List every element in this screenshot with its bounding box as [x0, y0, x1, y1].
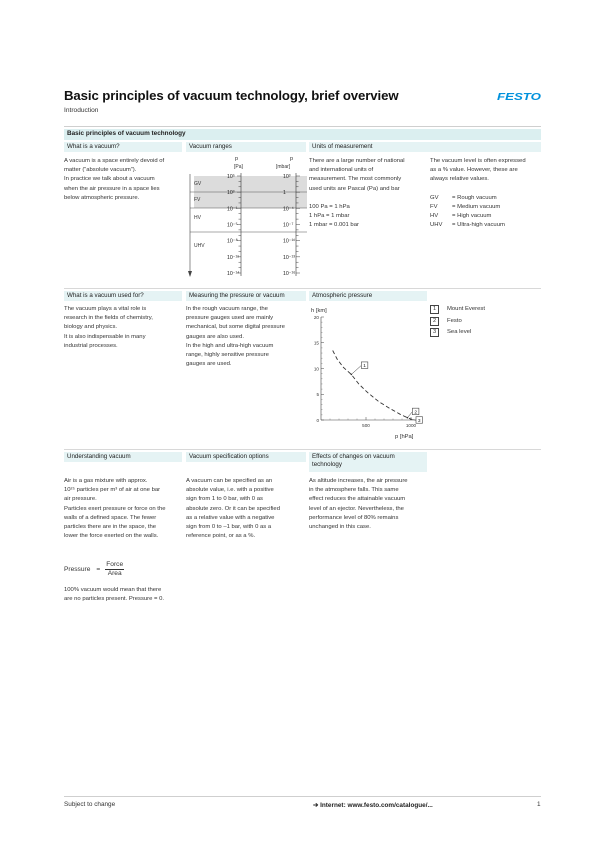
scale-tick-label: 10³: [227, 190, 235, 197]
header-understanding: Understanding vacuum: [64, 452, 182, 462]
header-vacuum-used-for: What is a vacuum used for?: [64, 291, 182, 301]
marker-leader: [351, 365, 361, 374]
legend-item: 1 Mount Everest: [430, 304, 540, 316]
title-rule: [64, 126, 541, 127]
legend-item: 2 Festo: [430, 316, 540, 328]
header-vacuum-ranges: Vacuum ranges: [186, 142, 306, 152]
festo-logo: [497, 91, 541, 101]
understanding-text: Air is a gas mixture with approx. 10²⁵ particles per m³ of air at one bar air pressure. Particles exert pressure or force on the walls of a defined space. The fewer particles there are in the space, the lower the force exerted on the walls.: [64, 478, 166, 540]
header-what-is-vacuum: What is a vacuum?: [64, 142, 182, 152]
range-label-uhv: UHV: [194, 243, 205, 249]
footer-subject-to-change: Subject to change: [64, 801, 116, 808]
header-spec-options: Vacuum specification options: [186, 452, 306, 462]
header-atmospheric: Atmospheric pressure: [309, 291, 427, 301]
y-tick-label: 5: [316, 392, 319, 398]
legend-item: 3 Sea level: [430, 327, 540, 339]
atmospheric-pressure-chart: [309, 303, 427, 443]
vacuum-level-text: The vacuum level is often expressed as a % value. However, these are always relative values. GV = Rough vacuum FV = Medium vacuum HV = High vacuum UHV = Ultra-high vacuum: [430, 157, 542, 230]
conversion-row: 1 hPa = 1 mbar: [309, 213, 350, 220]
range-label-gv: GV: [194, 181, 202, 187]
range-label-hv: HV: [194, 215, 201, 221]
vacuum-ranges-diagram: [186, 152, 308, 282]
section-title: Basic principles of vacuum technology: [67, 130, 186, 137]
x-tick-label: 1000: [405, 423, 417, 428]
vacuum-used-for-text: The vacuum plays a vital role is research in the fields of chemistry, biology and physics. It is also indispensable in many industrial processes.: [64, 306, 153, 349]
scale-tick-label: 10⁻⁴: [283, 206, 294, 213]
abbreviation-row: FV = Medium vacuum: [430, 203, 501, 210]
page-subtitle: Introduction: [64, 107, 99, 114]
y-axis-label: h [km]: [311, 308, 327, 314]
scale-tick-label: 10⁻¹⁰: [283, 238, 296, 245]
x-axis-label: p [hPa]: [395, 434, 414, 440]
abbreviation-row: UHV = Ultra-high vacuum: [430, 222, 505, 229]
pressure-formula: Pressure = $\frac{\text{Force}}{\text{Area}}$: [64, 561, 124, 577]
scale-tick-label: 1: [283, 190, 286, 197]
effects-text: As altitude increases, the air pressure in the atmosphere falls. This same effect reduces the attainable vacuum level of an ejector. Nevertheless, the performance level of 80% remains unchanged in this case.: [309, 478, 408, 531]
page-title: Basic principles of vacuum technology, brief overview: [64, 88, 399, 103]
conversion-row: 100 Pa = 1 hPa: [309, 203, 350, 210]
x-tick-label: 500: [362, 423, 370, 428]
page-number: 1: [537, 801, 541, 808]
header-measuring: Measuring the pressure or vacuum: [186, 291, 306, 301]
right-unit: [mbar]: [276, 164, 291, 170]
scale-tick-label: 10³: [283, 174, 291, 180]
y-tick-label: 15: [313, 340, 319, 346]
range-label-fv: FV: [194, 197, 201, 203]
scale-tick-label: 10⁻¹: [227, 206, 238, 213]
marker-leader: [407, 412, 412, 418]
left-unit: [Pa]: [234, 164, 243, 170]
altitude-curve: [333, 351, 411, 420]
left-unit-p: p: [235, 156, 239, 162]
header-units: Units of measurement: [309, 142, 541, 152]
what-is-vacuum-text: A vacuum is a space entirely devoid of matter (“absolute vacuum”). In practice we talk about a vacuum when the air pressure in a space lies below atmospheric pressure.: [64, 158, 165, 201]
festo-logo-text: FESTO: [497, 91, 541, 101]
right-unit-p: p: [290, 156, 294, 162]
marker-label: 1: [363, 364, 366, 370]
scale-tick-label: 10⁻¹⁴: [227, 271, 240, 277]
scale-tick-label: 10⁵: [227, 174, 235, 180]
scale-tick-label: 10⁻¹¹: [227, 254, 239, 261]
footer-internet-link[interactable]: ➔ Internet: www.festo.com/catalogue/...: [313, 802, 433, 809]
footer-rule: [64, 796, 541, 797]
scale-tick-label: 10⁻¹³: [283, 254, 295, 261]
abbreviation-row: GV = Rough vacuum: [430, 194, 497, 201]
chart-legend: [430, 304, 540, 339]
spec-options-text: A vacuum can be specified as an absolute value, i.e. with a positive sign from 1 to 0 bar, with 0 as absolute zero. Or it can be specified as a relative value with a negative sign from 0 to –1 bar, with 0 as a reference point, or as a %.: [186, 478, 280, 540]
marker-label: 3: [417, 419, 421, 425]
chart-markers: [351, 362, 423, 424]
row-separator: [64, 449, 541, 450]
chart-ticks: [314, 315, 417, 428]
y-tick-label: 0: [316, 417, 319, 423]
scale-tick-label: 10⁻⁸: [227, 238, 238, 245]
section-bar: [64, 129, 541, 140]
units-text: There are a large number of national and international units of measurement. The most commonly used units are Pascal (Pa) and bar 100 Pa = 1 hPa 1 hPa = 1 mbar 1 mbar = 0.001 bar: [309, 157, 427, 230]
conversion-row: 1 mbar = 0.001 bar: [309, 222, 359, 229]
scale-tick-label: 10⁻⁵: [227, 222, 238, 229]
scale-tick-label: 10⁻⁷: [283, 222, 294, 229]
header-effects: Effects of changes on vacuum technology: [309, 452, 427, 472]
understanding-text-2: 100% vacuum would mean that there are no particles present. Pressure = 0.: [64, 587, 165, 603]
scale-tick-label: 10⁻¹⁶: [283, 271, 296, 277]
y-tick-label: 10: [313, 366, 319, 372]
abbreviation-row: HV = High vacuum: [430, 213, 492, 220]
range-axis-arrowhead: [188, 271, 192, 277]
measuring-text: In the rough vacuum range, the pressure gauges used are mainly mechanical, but some digital pressure gauges are also used. In the high and ultra-high vacuum range, highly sensitive pressure gauges are used.: [186, 306, 285, 368]
marker-label: 2: [414, 410, 417, 416]
y-tick-label: 20: [313, 314, 319, 320]
row-separator: [64, 288, 541, 289]
